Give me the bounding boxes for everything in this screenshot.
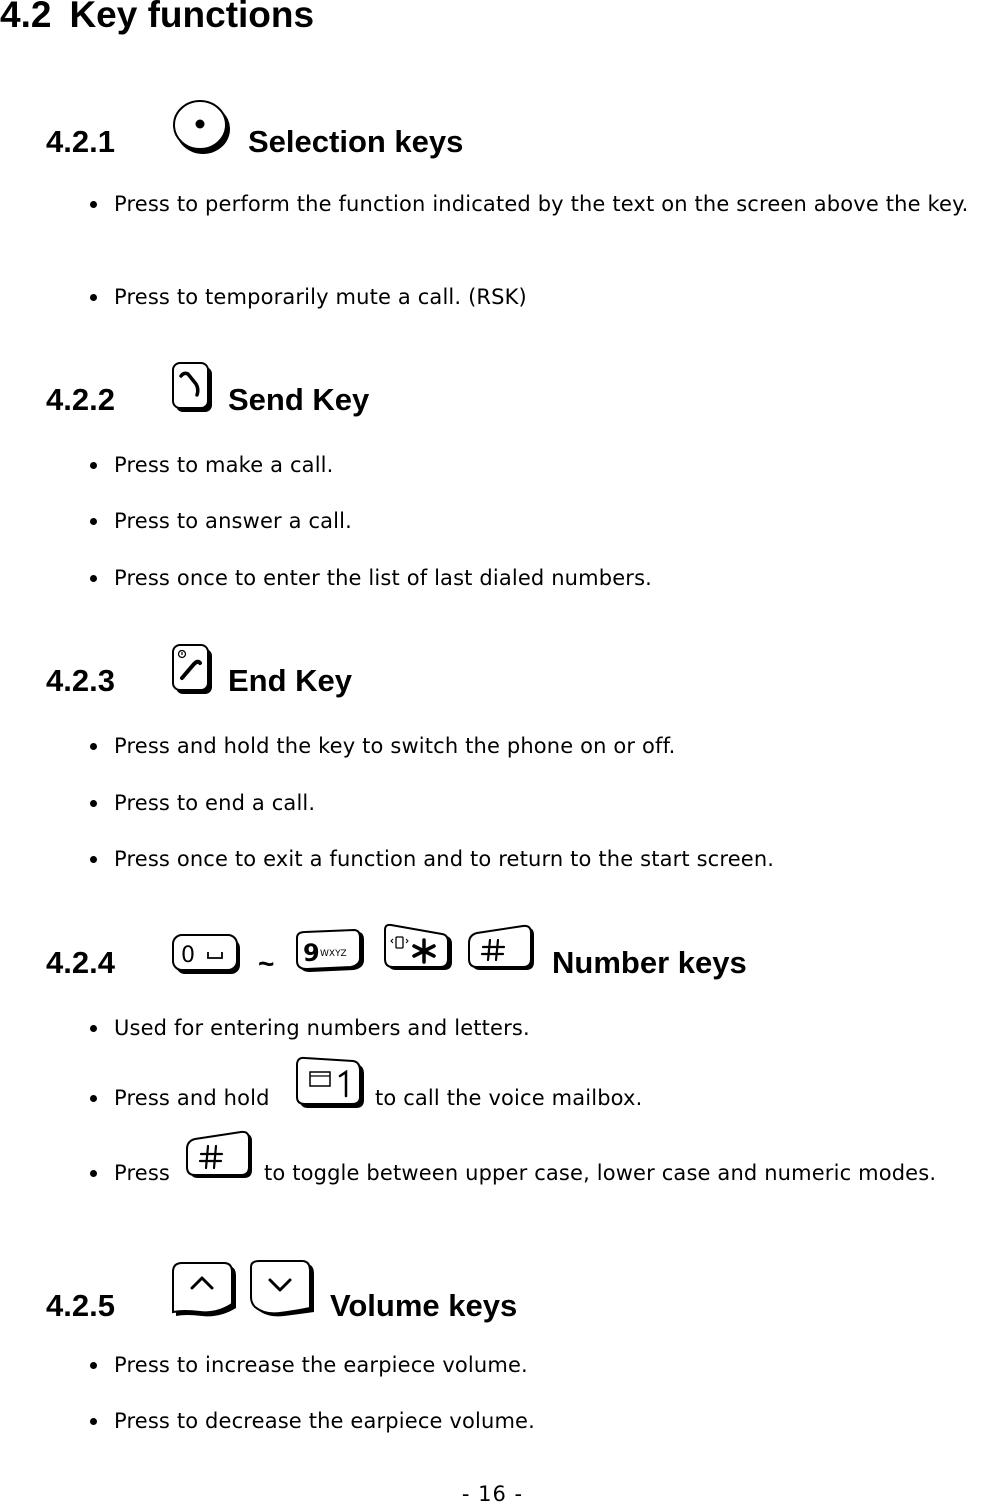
volume-down-key-icon [250, 1260, 316, 1320]
section-title: Key functions [69, 0, 315, 35]
heading-title: Send Key [228, 382, 370, 417]
heading-number: 4.2.5 [46, 1288, 115, 1323]
key-1-mailbox-icon [296, 1054, 366, 1110]
heading-number: 4.2.4 [46, 945, 115, 980]
page-number: - 16 - [461, 1482, 524, 1506]
heading-title: Selection keys [248, 124, 464, 159]
heading-title: End Key [228, 663, 353, 698]
svg-text:WXYZ: WXYZ [320, 949, 347, 959]
heading-number: 4.2.2 [46, 382, 115, 417]
section-heading [0, 0, 314, 36]
heading-number: 4.2.3 [46, 663, 115, 698]
svg-text:0: 0 [181, 943, 195, 968]
selection-key-icon [172, 96, 232, 156]
end-key-icon [172, 644, 214, 696]
volume-up-key-icon [172, 1260, 238, 1320]
key-9-icon [296, 928, 366, 974]
send-key-icon [172, 362, 214, 414]
key-hash-icon [468, 924, 538, 974]
section-number: 4.2 [0, 0, 52, 35]
key-star-icon [384, 922, 456, 974]
heading-title: Number keys [552, 945, 747, 980]
heading-title: Volume keys [330, 1288, 518, 1323]
range-tilde: ~ [258, 948, 275, 979]
heading-number: 4.2.1 [46, 124, 115, 159]
key-0-icon [172, 934, 242, 976]
svg-text:9: 9 [303, 939, 320, 967]
key-hash-icon [186, 1130, 256, 1182]
